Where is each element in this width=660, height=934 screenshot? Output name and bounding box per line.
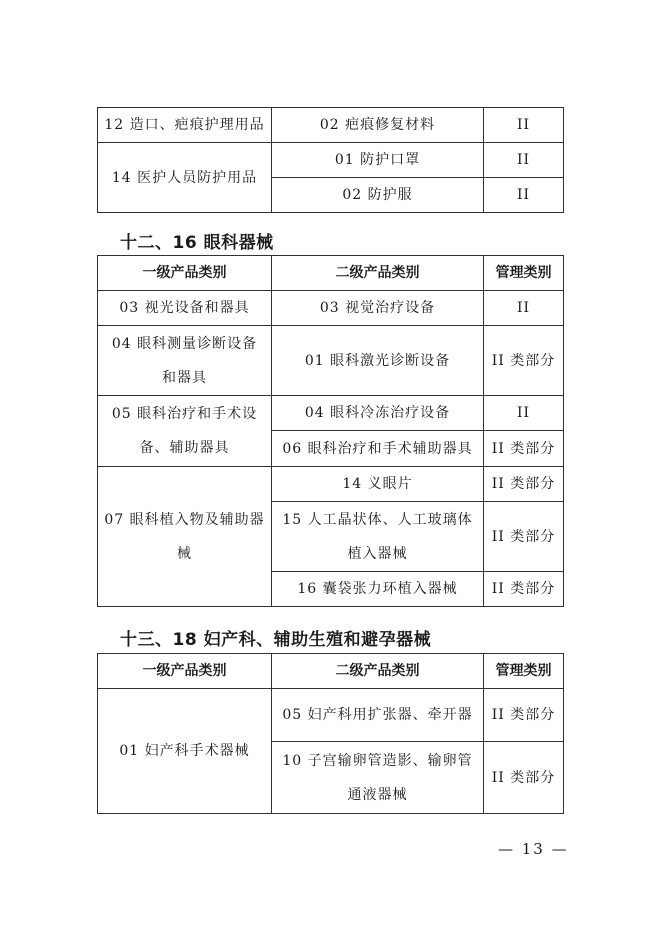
level1-category	[98, 326, 272, 396]
page-number: — 13 —	[498, 840, 569, 858]
level2-category	[272, 742, 484, 814]
table-row	[98, 396, 564, 431]
level2-category-line: 通液器械	[347, 786, 408, 803]
level2-category-line: 15 人工晶状体、人工玻璃体	[282, 511, 473, 528]
level1-category-line: 05 眼科治疗和手术设	[111, 406, 258, 422]
level1-category-line: 备、辅助器具	[139, 440, 230, 456]
management-class: II	[484, 143, 564, 178]
section-heading-ophthalmic: 十二、16 眼科器械	[120, 233, 274, 253]
level1-category: 14 医护人员防护用品	[98, 143, 272, 213]
table-row	[98, 689, 564, 742]
level1-category: 01 妇产科手术器械	[98, 689, 272, 814]
level2-category: 01 眼科激光诊断设备	[272, 326, 484, 396]
level2-category: 01 防护口罩	[272, 143, 484, 178]
management-class: II 类部分	[484, 431, 564, 467]
management-class: II 类部分	[484, 572, 564, 607]
table-row	[98, 108, 564, 143]
level2-category: 16 囊袋张力环植入器械	[272, 572, 484, 607]
level2-category: 14 义眼片	[272, 467, 484, 502]
level2-category: 05 妇产科用扩张器、牵开器	[272, 689, 484, 742]
header-management: 管理类别	[484, 654, 564, 689]
level1-category-line: 07 眼科植入物及辅助器	[104, 511, 265, 528]
header-level2: 二级产品类别	[272, 256, 484, 291]
level1-category: 12 造口、疤痕护理用品	[98, 108, 272, 143]
level1-category-line: 械	[177, 545, 192, 562]
management-class: II 类部分	[484, 502, 564, 572]
management-class: II 类部分	[484, 689, 564, 742]
level2-category: 02 疤痕修复材料	[272, 108, 484, 143]
level2-category-line: 10 子宫输卵管造影、输卵管	[282, 752, 473, 769]
management-class: II	[484, 291, 564, 326]
table-ophthalmic-devices	[97, 255, 564, 607]
level2-category: 04 眼科冷冻治疗设备	[272, 396, 484, 431]
management-class: II	[484, 108, 564, 143]
level2-category: 06 眼科治疗和手术辅助器具	[272, 431, 484, 467]
table-row	[98, 326, 564, 396]
header-level1: 一级产品类别	[98, 256, 272, 291]
table-row	[98, 291, 564, 326]
level2-category: 02 防护服	[272, 178, 484, 213]
level1-category	[98, 396, 272, 467]
management-class: II 类部分	[484, 742, 564, 814]
level2-category: 03 视觉治疗设备	[272, 291, 484, 326]
level1-category-line: 04 眼科测量诊断设备	[111, 335, 258, 352]
level2-category-line: 植入器械	[347, 545, 408, 562]
level1-category: 03 视光设备和器具	[98, 291, 272, 326]
header-management: 管理类别	[484, 256, 564, 291]
level1-category	[98, 467, 272, 607]
table-header-row	[98, 256, 564, 291]
table-header-row	[98, 654, 564, 689]
management-class: II	[484, 178, 564, 213]
level1-category-line: 和器具	[162, 369, 207, 386]
management-class: II 类部分	[484, 326, 564, 396]
management-class: II 类部分	[484, 467, 564, 502]
header-level1: 一级产品类别	[98, 654, 272, 689]
level2-category	[272, 502, 484, 572]
table-row	[98, 143, 564, 178]
section-heading-obstetrics: 十三、18 妇产科、辅助生殖和避孕器械	[120, 630, 432, 650]
table-obstetrics-devices	[97, 653, 564, 814]
management-class: II	[484, 396, 564, 431]
table-row	[98, 467, 564, 502]
header-level2: 二级产品类别	[272, 654, 484, 689]
table-protective-products	[97, 107, 564, 213]
